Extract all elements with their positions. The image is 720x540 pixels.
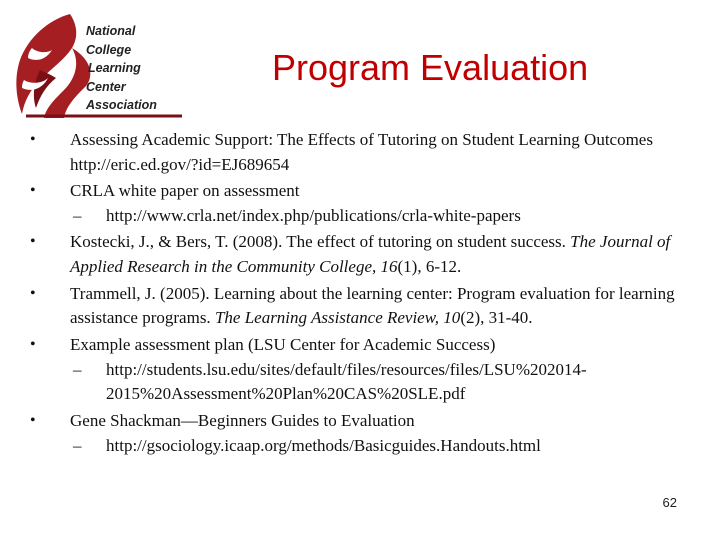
reference-text: CRLA white paper on assessment	[70, 181, 300, 201]
logo-line: Association	[86, 98, 157, 113]
reference-authors: Trammell, J. (2005). Learning about the learning center: Program evaluation for learning assistance programs.	[70, 283, 675, 328]
reference-link[interactable]: – http://gsociology.icaap.org/methods/Basicguides.Handouts.html	[73, 434, 690, 459]
page-number: 62	[662, 495, 677, 510]
sub-list	[70, 434, 690, 459]
reference-authors: Kostecki, J., & Bers, T. (2008). The effect of tutoring on student success.	[70, 232, 566, 252]
reference-item	[30, 179, 690, 229]
journal-title: The Journal of Applied Research in the Community College, 16	[70, 232, 671, 277]
reference-item	[30, 333, 690, 407]
logo-line: National	[86, 24, 136, 38]
reference-item	[30, 128, 690, 178]
logo-line: College	[86, 42, 132, 57]
logo-line: Center	[86, 79, 126, 94]
reference-text: Gene Shackman—Beginners Guides to Evaluation	[70, 410, 415, 430]
slide-title: Program Evaluation	[272, 47, 589, 88]
logo-wordmark	[86, 22, 182, 115]
sub-list	[70, 358, 690, 408]
reference-link[interactable]: – http://www.crla.net/index.php/publications/crla-white-papers	[73, 204, 690, 229]
journal-title: The Learning Assistance Review, 10	[214, 308, 461, 328]
reference-text: Assessing Academic Support: The Effects of Tutoring on Student Learning Outcomes http://eric.ed.gov/?id=EJ689654	[70, 130, 653, 174]
journal-issue: (2), 31-40.	[460, 308, 533, 328]
reference-item	[30, 409, 690, 459]
reference-item	[30, 230, 690, 280]
logo-line: Learning	[88, 61, 141, 76]
reference-list	[30, 128, 690, 460]
reference-link[interactable]: – http://students.lsu.edu/sites/default/files/resources/files/LSU%202014-2015%20Assessment%20Plan%20CAS%20SLE.pdf	[73, 358, 690, 408]
reference-item	[30, 282, 690, 332]
sub-list	[70, 204, 690, 229]
ncla-logo	[6, 8, 182, 120]
reference-text: Example assessment plan (LSU Center for Academic Success)	[70, 334, 496, 354]
journal-issue: (1), 6-12.	[397, 257, 462, 277]
